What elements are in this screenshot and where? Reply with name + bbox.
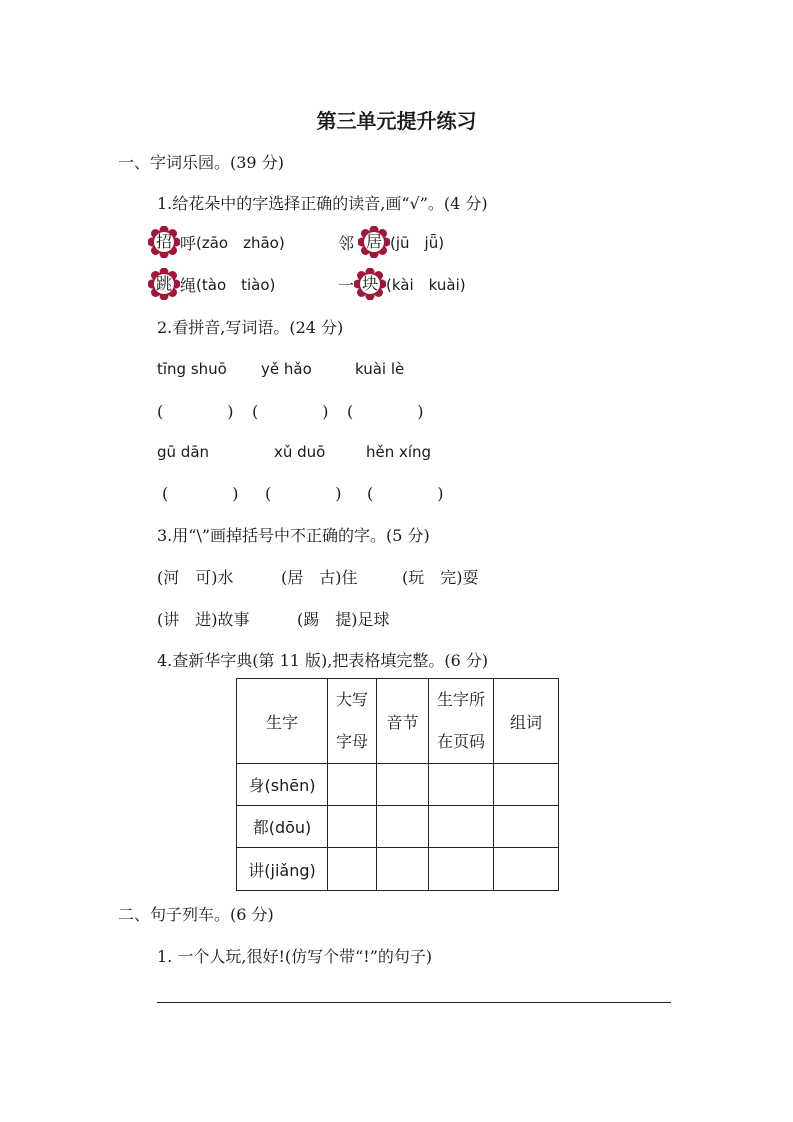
flower-char: 块: [362, 274, 379, 293]
flower-icon: [358, 226, 390, 258]
answer-cell[interactable]: [377, 848, 429, 891]
answer-cell[interactable]: [494, 848, 559, 891]
pinyin-choice-item-2: [338, 226, 444, 258]
answer-blank[interactable]: ( ): [347, 402, 424, 421]
pinyin-word: tīng shuō: [157, 360, 227, 378]
header-cell: 生字所 在页码: [429, 679, 494, 764]
section-2-question-1-prompt: 1. 一个人玩,很好!(仿写个带“!”的句子): [157, 947, 433, 966]
pinyin-word: gū dān: [157, 443, 210, 461]
answer-cell[interactable]: [429, 806, 494, 848]
choice-item[interactable]: (居 古)住: [281, 568, 358, 587]
answer-cell[interactable]: [429, 764, 494, 806]
pinyin-choice-item-1: [148, 226, 285, 258]
pinyin-word: xǔ duō: [274, 443, 326, 461]
row-label: 都(dōu): [237, 806, 328, 848]
header-cell: 音节: [377, 679, 429, 764]
pinyin-word: yě hǎo: [261, 360, 312, 378]
flower-char: 居: [366, 232, 383, 251]
answer-cell[interactable]: [328, 764, 377, 806]
answer-cell[interactable]: [377, 806, 429, 848]
choice-item[interactable]: (讲 进)故事: [157, 610, 250, 629]
header-cell: 组词: [494, 679, 559, 764]
choice-line-1: [157, 565, 479, 588]
answer-blank[interactable]: ( ): [162, 484, 239, 503]
pinyin-choice-item-4: [338, 268, 466, 300]
flower-char: 跳: [155, 274, 172, 293]
flower-icon: [354, 268, 386, 300]
header-cell: 大写 字母: [328, 679, 377, 764]
pinyin-choice-item-3: [148, 268, 275, 300]
table-row: [237, 806, 559, 848]
answer-cell[interactable]: [494, 806, 559, 848]
row-label: 讲(jiǎng): [237, 848, 328, 891]
page-title: 第三单元提升练习: [316, 109, 477, 133]
row-label: 身(shēn): [237, 764, 328, 806]
answer-blank[interactable]: ( ): [252, 402, 329, 421]
question-2-prompt: 2.看拼音,写词语。(24 分): [157, 318, 344, 337]
word-suffix: 呼: [180, 233, 197, 253]
question-1-prompt: 1.给花朵中的字选择正确的读音,画“√”。(4 分): [157, 194, 488, 213]
answer-blank[interactable]: ( ): [265, 484, 342, 503]
answer-cell[interactable]: [494, 764, 559, 806]
answer-cell[interactable]: [429, 848, 494, 891]
pinyin-word: kuài lè: [355, 360, 405, 378]
word-prefix: 邻: [338, 233, 355, 253]
pinyin-options[interactable]: (zāo zhāo): [196, 233, 285, 252]
word-prefix: 一: [338, 275, 355, 295]
flower-icon: [148, 268, 180, 300]
section-2-heading: 二、句子列车。(6 分): [118, 905, 274, 924]
choice-item[interactable]: (河 可)水: [157, 568, 234, 587]
table-row: [237, 764, 559, 806]
flower-char: 招: [155, 232, 172, 251]
choice-line-2: [157, 607, 390, 630]
table-header-row: [237, 679, 559, 764]
answer-blanks-row-2: [162, 481, 444, 504]
answer-cell[interactable]: [328, 848, 377, 891]
choice-item[interactable]: (玩 完)耍: [402, 568, 479, 587]
header-cell: 生字: [237, 679, 328, 764]
question-3-prompt: 3.用“\”画掉括号中不正确的字。(5 分): [157, 526, 430, 545]
pinyin-row-2: [157, 443, 431, 461]
pinyin-options[interactable]: (jū jǖ): [390, 233, 445, 252]
flower-icon: [148, 226, 180, 258]
question-4-prompt: 4.查新华字典(第 11 版),把表格填完整。(6 分): [157, 651, 489, 670]
word-suffix: 绳: [180, 275, 197, 295]
answer-line[interactable]: [157, 1002, 671, 1003]
pinyin-options[interactable]: (kài kuài): [386, 275, 466, 294]
choice-item[interactable]: (踢 提)足球: [297, 610, 390, 629]
pinyin-row-1: [157, 360, 404, 378]
answer-blank[interactable]: ( ): [367, 484, 444, 503]
answer-blank[interactable]: ( ): [157, 402, 234, 421]
pinyin-options[interactable]: (tào tiào): [196, 275, 276, 294]
section-1-heading: 一、字词乐园。(39 分): [118, 153, 284, 172]
table-row: [237, 848, 559, 891]
answer-blanks-row-1: [157, 399, 424, 422]
dictionary-table: [236, 678, 559, 891]
answer-cell[interactable]: [377, 764, 429, 806]
pinyin-word: hěn xíng: [366, 443, 432, 461]
answer-cell[interactable]: [328, 806, 377, 848]
